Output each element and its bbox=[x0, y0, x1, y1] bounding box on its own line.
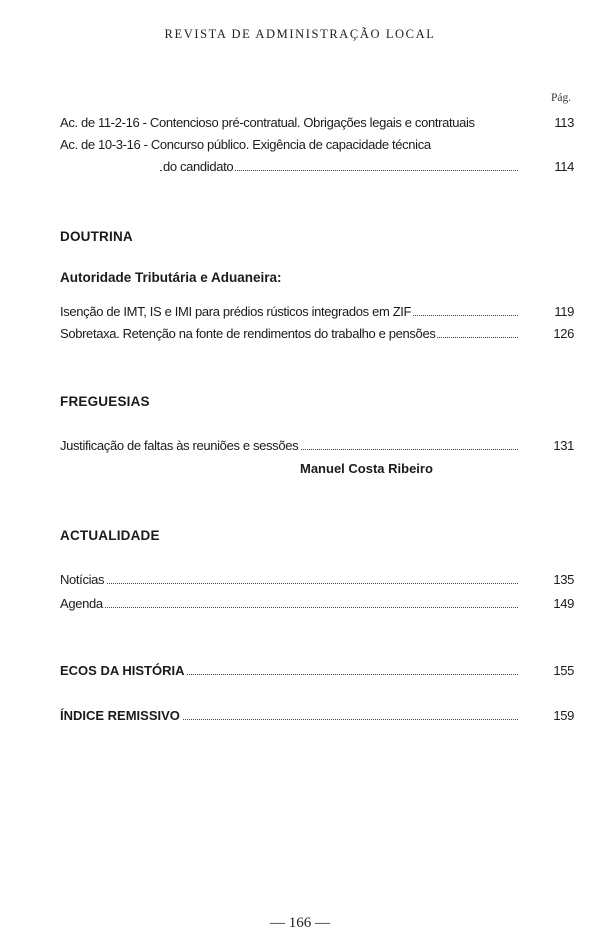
dot-leader bbox=[100, 607, 518, 608]
toc-entry-text: Ac. de 11-2-16 - Contencioso pré-contratual. Obrigações legais e contratuais bbox=[60, 115, 475, 130]
toc-entry-page: 149 bbox=[553, 596, 574, 611]
section-heading-freguesias: FREGUESIAS bbox=[60, 394, 150, 409]
toc-entry bbox=[60, 437, 574, 455]
toc-entry bbox=[60, 325, 574, 343]
page-column-label: Pág. bbox=[551, 92, 572, 104]
toc-entry-indice bbox=[60, 707, 574, 725]
toc-entry-page: 135 bbox=[553, 572, 574, 587]
toc-entry bbox=[60, 303, 574, 321]
toc-entry bbox=[60, 571, 574, 589]
dot-leader bbox=[160, 719, 518, 720]
toc-entry bbox=[60, 158, 574, 176]
toc-entry-text: Agenda bbox=[60, 596, 103, 611]
toc-entry-page: 119 bbox=[554, 304, 574, 319]
toc-entry-page: 126 bbox=[553, 326, 574, 341]
subsection-heading: Autoridade Tributária e Aduaneira: bbox=[60, 270, 282, 285]
toc-entry-text: Isenção de IMT, IS e IMI para prédios rústicos integrados em ZIF bbox=[60, 304, 412, 319]
toc-entry-text: do candidato bbox=[163, 159, 234, 174]
section-heading-indice: ÍNDICE REMISSIVO bbox=[60, 708, 180, 723]
toc-entry-page: 155 bbox=[553, 663, 574, 678]
dot-leader bbox=[160, 674, 518, 675]
toc-entry bbox=[60, 595, 574, 613]
toc-entry-text: Justificação de faltas às reuniões e sessões bbox=[60, 438, 299, 453]
toc-entry-page: 159 bbox=[553, 708, 574, 723]
author-name: Manuel Costa Ribeiro bbox=[300, 461, 433, 476]
toc-entry-text: Notícias bbox=[60, 572, 105, 587]
section-heading-actualidade: ACTUALIDADE bbox=[60, 528, 160, 543]
toc-entry bbox=[60, 114, 574, 132]
toc-entry-text: Sobretaxa. Retenção na fonte de rendimentos do trabalho e pensões bbox=[60, 326, 436, 341]
dot-leader bbox=[100, 583, 518, 584]
toc-entry-page: 113 bbox=[554, 115, 574, 130]
toc-entry bbox=[60, 136, 574, 154]
toc-entry-page: 131 bbox=[553, 438, 574, 453]
page-number: — 166 — bbox=[270, 915, 330, 931]
toc-entry-text: Ac. de 10-3-16 - Concurso público. Exigência de capacidade técnica bbox=[60, 137, 431, 152]
running-title: REVISTA DE ADMINISTRAÇÃO LOCAL bbox=[164, 27, 436, 41]
toc-entry-page: 114 bbox=[554, 159, 574, 174]
section-heading-ecos: ECOS DA HISTÓRIA bbox=[60, 663, 185, 678]
toc-entry-ecos bbox=[60, 662, 574, 680]
section-heading-doutrina: DOUTRINA bbox=[60, 229, 133, 244]
